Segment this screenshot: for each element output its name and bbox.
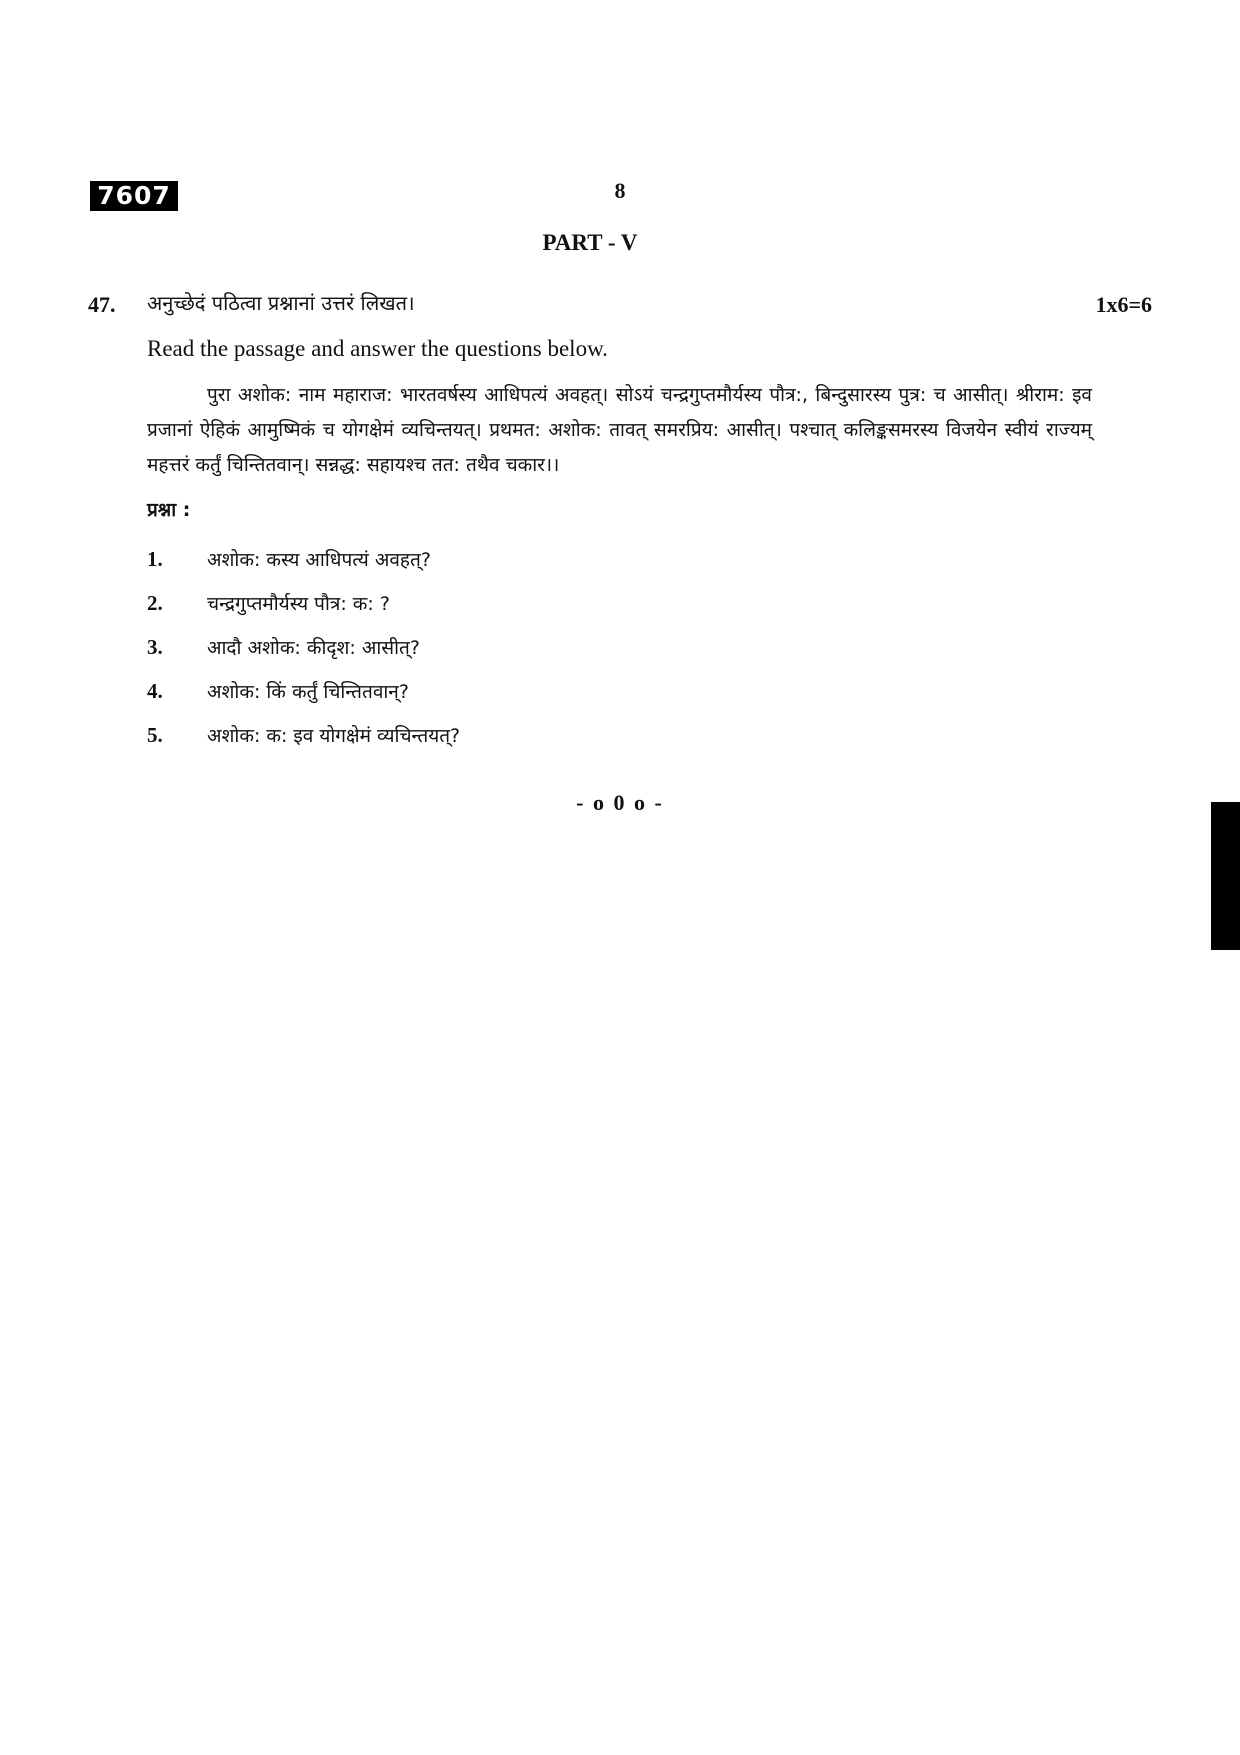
- end-of-paper-mark: - o 0 o -: [576, 790, 664, 815]
- paper-code-badge: 7607: [90, 181, 178, 211]
- sub-question-number: 2.: [147, 590, 163, 615]
- questions-label: प्रश्ना :: [147, 499, 191, 521]
- sub-question-text: अशोक: किं कर्तुं चिन्तितवान्?: [207, 681, 409, 703]
- sub-question-text: आदौ अशोक: कीदृश: आसीत्?: [207, 637, 420, 659]
- question-marks: 1x6=6: [1095, 292, 1152, 317]
- reading-passage: पुरा अशोक: नाम महाराज: भारतवर्षस्य आधिपत्यं अवहत्। सोऽयं चन्द्रगुप्तमौर्यस्य पौत्र:, बिन्दुसारस्य पुत्र: च आसीत्। श्रीराम: इव प्रजानां ऐहिकं आमुष्मिकं च योगक्षेमं व्यचिन्तयत्। प्रथमत: अशोक: तावत् समरप्रिय: आसीत्। पश्चात् कलिङ्कसमरस्य विजयेन स्वीयं राज्यम् महत्तरं कर्तुं चिन्तितवान्। सन्नद्ध: सहायश्च तत: तथैव चकार।।: [147, 384, 1092, 476]
- sub-question-text: चन्द्रगुप्तमौर्यस्य पौत्र: क: ?: [207, 593, 390, 615]
- question-list: [147, 537, 460, 757]
- list-item: [147, 669, 460, 713]
- question-number: 47.: [88, 292, 116, 317]
- sub-question-text: अशोक: कस्य आधिपत्यं अवहत्?: [207, 549, 431, 571]
- list-item: [147, 713, 460, 757]
- question-instruction-sanskrit: अनुच्छेदं पठित्वा प्रश्नानां उत्तरं लिखत।: [147, 291, 415, 315]
- sub-question-number: 5.: [147, 722, 163, 747]
- part-heading: PART - V: [542, 230, 638, 255]
- sub-question-number: 4.: [147, 678, 163, 703]
- question-instruction-english: Read the passage and answer the questions below.: [147, 336, 608, 361]
- page-edge-marker: [1211, 802, 1240, 950]
- list-item: [147, 625, 460, 669]
- sub-question-number: 3.: [147, 634, 163, 659]
- page-number: 8: [614, 178, 626, 203]
- list-item: [147, 581, 460, 625]
- sub-question-number: 1.: [147, 546, 163, 571]
- list-item: [147, 537, 460, 581]
- sub-question-text: अशोक: क: इव योगक्षेमं व्यचिन्तयत्?: [207, 725, 461, 747]
